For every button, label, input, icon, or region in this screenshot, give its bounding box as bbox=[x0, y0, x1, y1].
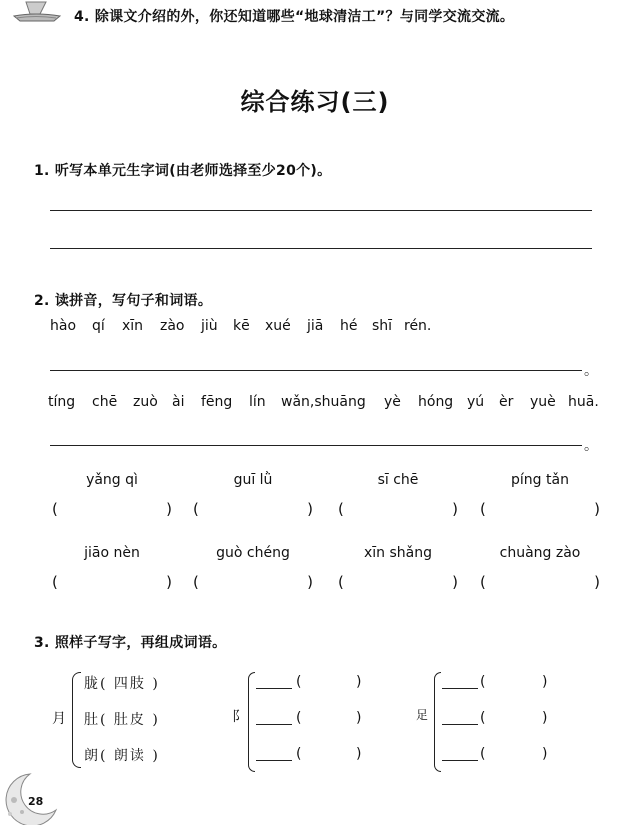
answer-line bbox=[50, 445, 582, 446]
example-row: 胧( 四肢 ) bbox=[84, 676, 160, 692]
pinyin-sentence-2 bbox=[0, 394, 630, 414]
pinyin-syllable: jiù bbox=[201, 318, 218, 334]
pinyin-syllable: hóng bbox=[418, 394, 454, 410]
pinyin-syllable: yè bbox=[384, 394, 401, 410]
pinyin-sentence-1 bbox=[0, 318, 630, 338]
char-blank bbox=[442, 710, 478, 725]
paren-close: ) bbox=[356, 746, 362, 762]
paren-open: ( bbox=[296, 674, 302, 690]
word-box bbox=[52, 472, 172, 522]
question-1: 1. 听写本单元生字词(由老师选择至少20个)。 bbox=[34, 163, 332, 179]
paren-close: ) bbox=[594, 500, 600, 518]
word-box bbox=[480, 545, 600, 595]
paren-open: ( bbox=[296, 710, 302, 726]
pinyin-syllable: hào bbox=[50, 318, 77, 334]
paren-close: ) bbox=[166, 500, 172, 518]
pinyin-syllable: tíng bbox=[48, 394, 76, 410]
pinyin-syllable: xīn bbox=[122, 318, 144, 334]
paren-close: ) bbox=[452, 573, 458, 591]
question-2: 2. 读拼音，写句子和词语。 bbox=[34, 293, 213, 309]
pinyin-syllable: yú bbox=[467, 394, 485, 410]
bracket bbox=[434, 672, 441, 772]
paren-open: ( bbox=[193, 573, 199, 591]
word-pinyin: xīn shǎng bbox=[363, 545, 432, 561]
paren-open: ( bbox=[338, 500, 344, 518]
paren-open: ( bbox=[480, 674, 486, 690]
char-blank bbox=[442, 674, 478, 689]
paren-open: ( bbox=[480, 500, 486, 518]
paren-close: ) bbox=[356, 674, 362, 690]
paren-close: ) bbox=[356, 710, 362, 726]
radical-char: 足 bbox=[416, 708, 429, 722]
page-number: 28 bbox=[28, 795, 44, 808]
paren-open: ( bbox=[193, 500, 199, 518]
sentence-period: 。 bbox=[584, 363, 598, 379]
sailboat-icon bbox=[6, 0, 66, 22]
paren-open: ( bbox=[52, 573, 58, 591]
answer-line bbox=[50, 248, 592, 249]
char-blank bbox=[256, 746, 292, 761]
pinyin-syllable: zuò bbox=[133, 394, 158, 410]
word-box bbox=[193, 545, 313, 595]
word-box bbox=[52, 545, 172, 595]
paren-open: ( bbox=[480, 573, 486, 591]
pinyin-syllable: chē bbox=[92, 394, 118, 410]
pinyin-syllable: èr bbox=[499, 394, 514, 410]
pinyin-syllable: shī bbox=[372, 318, 393, 334]
paren-close: ) bbox=[542, 674, 548, 690]
paren-close: ) bbox=[542, 746, 548, 762]
answer-line bbox=[50, 370, 582, 371]
pinyin-syllable: jiā bbox=[307, 318, 324, 334]
example-row: 朗( 朗读 ) bbox=[84, 748, 160, 764]
question-4: 4. 除课文介绍的外，你还知道哪些“地球清洁工”？与同学交流交流。 bbox=[74, 9, 515, 25]
pinyin-syllable: ài bbox=[172, 394, 185, 410]
word-box bbox=[480, 472, 600, 522]
word-pinyin: yǎng qì bbox=[86, 472, 138, 488]
pinyin-syllable: lín bbox=[249, 394, 266, 410]
pinyin-syllable: kē bbox=[233, 318, 250, 334]
paren-close: ) bbox=[594, 573, 600, 591]
paren-close: ) bbox=[307, 573, 313, 591]
pinyin-syllable: huā. bbox=[568, 394, 599, 410]
char-blank bbox=[442, 746, 478, 761]
answer-line bbox=[50, 210, 592, 211]
pinyin-syllable: fēng bbox=[201, 394, 233, 410]
page-title: 综合练习(三) bbox=[240, 88, 390, 116]
sentence-period: 。 bbox=[584, 438, 598, 454]
word-box bbox=[338, 472, 458, 522]
word-pinyin: píng tǎn bbox=[511, 472, 569, 488]
pinyin-syllable: qí bbox=[92, 318, 105, 334]
question-3: 3. 照样子写字，再组成词语。 bbox=[34, 635, 227, 651]
bracket bbox=[248, 672, 255, 772]
paren-open: ( bbox=[480, 710, 486, 726]
example-row: 肚( 肚皮 ) bbox=[84, 712, 160, 728]
paren-open: ( bbox=[480, 746, 486, 762]
pinyin-syllable: wǎn,shuāng bbox=[281, 394, 366, 410]
paren-open: ( bbox=[338, 573, 344, 591]
word-pinyin: sī chē bbox=[377, 472, 419, 488]
pinyin-syllable: rén. bbox=[404, 318, 432, 334]
pinyin-syllable: yuè bbox=[530, 394, 556, 410]
word-box bbox=[338, 545, 458, 595]
word-pinyin: guò chéng bbox=[216, 545, 290, 561]
pinyin-syllable: zào bbox=[160, 318, 185, 334]
paren-open: ( bbox=[52, 500, 58, 518]
radical-char: 阝 bbox=[232, 709, 246, 725]
paren-open: ( bbox=[296, 746, 302, 762]
word-pinyin: chuàng zào bbox=[499, 545, 581, 561]
paren-close: ) bbox=[452, 500, 458, 518]
pinyin-syllable: hé bbox=[340, 318, 358, 334]
paren-close: ) bbox=[166, 573, 172, 591]
char-blank bbox=[256, 674, 292, 689]
bracket bbox=[72, 672, 81, 768]
paren-close: ) bbox=[542, 710, 548, 726]
char-blank bbox=[256, 710, 292, 725]
word-pinyin: jiāo nèn bbox=[84, 545, 140, 561]
pinyin-syllable: xué bbox=[265, 318, 291, 334]
word-pinyin: guī lǜ bbox=[233, 472, 273, 488]
paren-close: ) bbox=[307, 500, 313, 518]
word-box bbox=[193, 472, 313, 522]
radical-char: 月 bbox=[52, 711, 66, 727]
